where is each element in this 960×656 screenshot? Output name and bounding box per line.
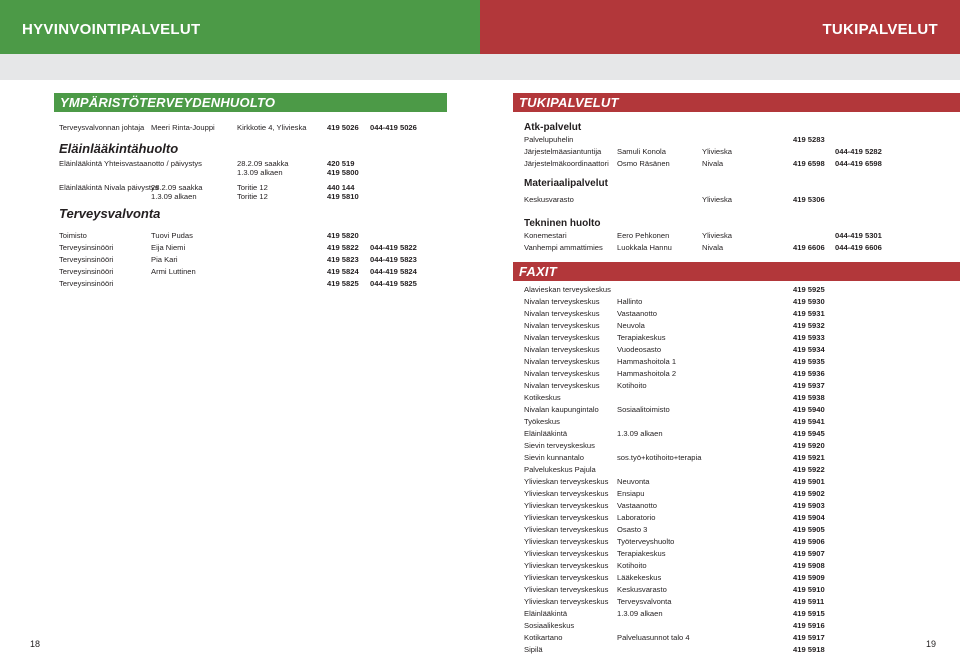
cell-c2: Kotihoito xyxy=(617,381,647,390)
cell-c1: Sipilä xyxy=(524,645,543,654)
header-band xyxy=(0,54,960,80)
heading-elainlaakintahuolto: Eläinlääkintähuolto xyxy=(59,141,179,156)
cell-c1: Sievin kunnantalo xyxy=(524,453,584,462)
cell-c2: Luokkala Hannu xyxy=(617,243,672,252)
cell-c4: 419 5910 xyxy=(793,585,825,594)
page-number-right: 19 xyxy=(926,639,937,649)
cell-c4: 419 5823 xyxy=(327,255,359,264)
cell-c4: 419 5932 xyxy=(793,321,825,330)
cell-c2: 1.3.09 alkaen xyxy=(617,429,663,438)
cell-c4: 419 5920 xyxy=(793,441,825,450)
cell-c1: Terveysinsinööri xyxy=(59,279,114,288)
cell-c1: Ylivieskan terveyskeskus xyxy=(524,549,609,558)
cell-c4: 419 5800 xyxy=(327,168,359,177)
cell-c1: Ylivieskan terveyskeskus xyxy=(524,597,609,606)
heading-terveysvalvonta: Terveysvalvonta xyxy=(59,206,161,221)
cell-c2: Hammashoitola 1 xyxy=(617,357,677,366)
cell-c2: Vastaanotto xyxy=(617,309,657,318)
cell-c1: Sosiaalikeskus xyxy=(524,621,575,630)
cell-c1: Palvelupuhelin xyxy=(524,135,574,144)
cell-c1: Ylivieskan terveyskeskus xyxy=(524,501,609,510)
cell-c1: Nivalan terveyskeskus xyxy=(524,321,600,330)
cell-c1: Nivalan terveyskeskus xyxy=(524,333,600,342)
cell-c1: Ylivieskan terveyskeskus xyxy=(524,513,609,522)
cell-c2: Keskusvarasto xyxy=(617,585,667,594)
cell-c1: Ylivieskan terveyskeskus xyxy=(524,573,609,582)
cell-c3: Kirkkotie 4, Ylivieska xyxy=(237,123,307,132)
cell-c5: 044-419 6598 xyxy=(835,159,882,168)
cell-c4: 419 5936 xyxy=(793,369,825,378)
cell-c5: 044-419 5824 xyxy=(370,267,417,276)
cell-c3: Ylivieska xyxy=(702,195,732,204)
cell-c2: Osasto 3 xyxy=(617,525,648,534)
cell-c2: Eija Niemi xyxy=(151,243,186,252)
cell-c1: Ylivieskan terveyskeskus xyxy=(524,525,609,534)
heading-tekninen-huolto: Tekninen huolto xyxy=(524,218,601,229)
cell-c1: Järjestelmäasiantuntija xyxy=(524,147,602,156)
cell-c1: Keskusvarasto xyxy=(524,195,574,204)
right-header-bar xyxy=(480,0,960,54)
cell-c4: 419 5822 xyxy=(327,243,359,252)
cell-c4: 419 5918 xyxy=(793,645,825,654)
cell-c1: Ylivieskan terveyskeskus xyxy=(524,585,609,594)
cell-c1: Nivalan terveyskeskus xyxy=(524,345,600,354)
cell-c4: 419 6598 xyxy=(793,159,825,168)
cell-c3: Toritie 12 xyxy=(237,192,268,201)
cell-c1: Palvelukeskus Pajula xyxy=(524,465,596,474)
cell-c4: 419 5820 xyxy=(327,231,359,240)
cell-c1: Kotikeskus xyxy=(524,393,561,402)
cell-c4: 440 144 xyxy=(327,183,355,192)
cell-c1: Sievin terveyskeskus xyxy=(524,441,595,450)
cell-c1: Nivalan terveyskeskus xyxy=(524,381,600,390)
cell-c2: 1.3.09 alkaen xyxy=(151,192,197,201)
cell-c5: 044-419 6606 xyxy=(835,243,882,252)
cell-c4: 419 5905 xyxy=(793,525,825,534)
cell-c3: Toritie 12 xyxy=(237,183,268,192)
cell-c1: Kotikartano xyxy=(524,633,563,642)
cell-c4: 419 5933 xyxy=(793,333,825,342)
cell-c4: 419 5306 xyxy=(793,195,825,204)
cell-c4: 419 5938 xyxy=(793,393,825,402)
cell-c1: Nivalan kaupungintalo xyxy=(524,405,599,414)
cell-c2: Lääkekeskus xyxy=(617,573,662,582)
cell-c4: 419 5907 xyxy=(793,549,825,558)
cell-c2: Neuvonta xyxy=(617,477,650,486)
cell-c2: Vuodeosasto xyxy=(617,345,662,354)
cell-c4: 419 5925 xyxy=(793,285,825,294)
cell-c2: Meeri Rinta-Jouppi xyxy=(151,123,215,132)
cell-c4: 419 5906 xyxy=(793,537,825,546)
cell-c1: Terveysvalvonnan johtaja xyxy=(59,123,145,132)
cell-c1: Ylivieskan terveyskeskus xyxy=(524,561,609,570)
cell-c4: 419 5810 xyxy=(327,192,359,201)
cell-c1: Nivalan terveyskeskus xyxy=(524,297,600,306)
cell-c5: 044-419 5822 xyxy=(370,243,417,252)
cell-c2: Hammashoitola 2 xyxy=(617,369,677,378)
cell-c4: 420 519 xyxy=(327,159,355,168)
cell-c4: 419 5937 xyxy=(793,381,825,390)
cell-c4: 419 5911 xyxy=(793,597,825,606)
cell-c2: Vastaanotto xyxy=(617,501,657,510)
cell-c2: Terveysvalvonta xyxy=(617,597,672,606)
cell-c3: Nivala xyxy=(702,243,724,252)
cell-c4: 419 6606 xyxy=(793,243,825,252)
heading-atk-palvelut: Atk-palvelut xyxy=(524,122,582,133)
cell-c4: 419 5941 xyxy=(793,417,825,426)
cell-c1: Alavieskan terveyskeskus xyxy=(524,285,611,294)
cell-c4: 419 5940 xyxy=(793,405,825,414)
cell-c2: Sosiaalitoimisto xyxy=(617,405,670,414)
cell-c1: Eläinlääkintä xyxy=(524,609,568,618)
cell-c1: Työkeskus xyxy=(524,417,560,426)
cell-c4: 419 5824 xyxy=(327,267,359,276)
cell-c2: Samuli Konola xyxy=(617,147,666,156)
cell-c1: Eläinlääkintä Nivala päivystys xyxy=(59,183,159,192)
cell-c4: 419 5917 xyxy=(793,633,825,642)
cell-c2: Tuovi Pudas xyxy=(151,231,193,240)
cell-c4: 419 5909 xyxy=(793,573,825,582)
cell-c2: Neuvola xyxy=(617,321,645,330)
left-header-title: HYVINVOINTIPALVELUT xyxy=(22,21,201,38)
cell-c1: Eläinlääkintä xyxy=(524,429,568,438)
section-title-ymparistoterveydenhuolto: YMPÄRISTÖTERVEYDENHUOLTO xyxy=(54,93,447,112)
cell-c2: Pia Kari xyxy=(151,255,178,264)
page-number-left: 18 xyxy=(30,639,41,649)
cell-c2: Työterveyshuolto xyxy=(617,537,675,546)
cell-c4: 419 5904 xyxy=(793,513,825,522)
cell-c2: Palveluasunnot talo 4 xyxy=(617,633,690,642)
cell-c1: Terveysinsinööri xyxy=(59,267,114,276)
right-header-title: TUKIPALVELUT xyxy=(822,21,938,38)
cell-c4: 419 5915 xyxy=(793,609,825,618)
cell-c1: Nivalan terveyskeskus xyxy=(524,357,600,366)
cell-c5: 044-419 5026 xyxy=(370,123,417,132)
cell-c2: Eero Pehkonen xyxy=(617,231,670,240)
section-title-tukipalvelut: TUKIPALVELUT xyxy=(513,93,960,112)
cell-c1: Nivalan terveyskeskus xyxy=(524,369,600,378)
cell-c4: 419 5825 xyxy=(327,279,359,288)
cell-c5: 044-419 5823 xyxy=(370,255,417,264)
section-title-faxit: FAXIT xyxy=(513,262,960,281)
cell-c2: Terapiakeskus xyxy=(617,549,666,558)
cell-c4: 419 5903 xyxy=(793,501,825,510)
cell-c4: 419 5930 xyxy=(793,297,825,306)
cell-c4: 419 5921 xyxy=(793,453,825,462)
cell-c4: 419 5935 xyxy=(793,357,825,366)
cell-c2: Armi Luttinen xyxy=(151,267,196,276)
cell-c3: 28.2.09 saakka xyxy=(237,159,289,168)
cell-c4: 419 5931 xyxy=(793,309,825,318)
cell-c1: Eläinlääkintä Yhteisvastaanotto / päivystys xyxy=(59,159,202,168)
cell-c4: 419 5901 xyxy=(793,477,825,486)
cell-c1: Toimisto xyxy=(59,231,87,240)
cell-c2: Laboratorio xyxy=(617,513,656,522)
cell-c5: 044-419 5282 xyxy=(835,147,882,156)
cell-c4: 419 5283 xyxy=(793,135,825,144)
cell-c2: Ensiapu xyxy=(617,489,645,498)
cell-c4: 419 5945 xyxy=(793,429,825,438)
cell-c3: Ylivieska xyxy=(702,147,732,156)
left-header-bar xyxy=(0,0,480,54)
heading-materiaalipalvelut: Materiaalipalvelut xyxy=(524,178,608,189)
cell-c2: Osmo Räsänen xyxy=(617,159,670,168)
cell-c5: 044-419 5301 xyxy=(835,231,882,240)
cell-c4: 419 5026 xyxy=(327,123,359,132)
cell-c4: 419 5934 xyxy=(793,345,825,354)
cell-c2: Kotihoito xyxy=(617,561,647,570)
cell-c1: Terveysinsinööri xyxy=(59,255,114,264)
cell-c2: 1.3.09 alkaen xyxy=(617,609,663,618)
cell-c2: sos.työ+kotihoito+terapia xyxy=(617,453,702,462)
cell-c1: Konemestari xyxy=(524,231,567,240)
cell-c4: 419 5916 xyxy=(793,621,825,630)
cell-c1: Ylivieskan terveyskeskus xyxy=(524,477,609,486)
cell-c1: Ylivieskan terveyskeskus xyxy=(524,537,609,546)
cell-c1: Järjestelmäkoordinaattori xyxy=(524,159,609,168)
cell-c2: 28.2.09 saakka xyxy=(151,183,203,192)
cell-c5: 044-419 5825 xyxy=(370,279,417,288)
cell-c4: 419 5902 xyxy=(793,489,825,498)
cell-c3: Nivala xyxy=(702,159,724,168)
cell-c1: Vanhempi ammattimies xyxy=(524,243,603,252)
cell-c1: Ylivieskan terveyskeskus xyxy=(524,489,609,498)
cell-c1: Nivalan terveyskeskus xyxy=(524,309,600,318)
cell-c2: Terapiakeskus xyxy=(617,333,666,342)
cell-c4: 419 5922 xyxy=(793,465,825,474)
cell-c3: 1.3.09 alkaen xyxy=(237,168,283,177)
cell-c2: Hallinto xyxy=(617,297,643,306)
cell-c1: Terveysinsinööri xyxy=(59,243,114,252)
cell-c3: Ylivieska xyxy=(702,231,732,240)
cell-c4: 419 5908 xyxy=(793,561,825,570)
